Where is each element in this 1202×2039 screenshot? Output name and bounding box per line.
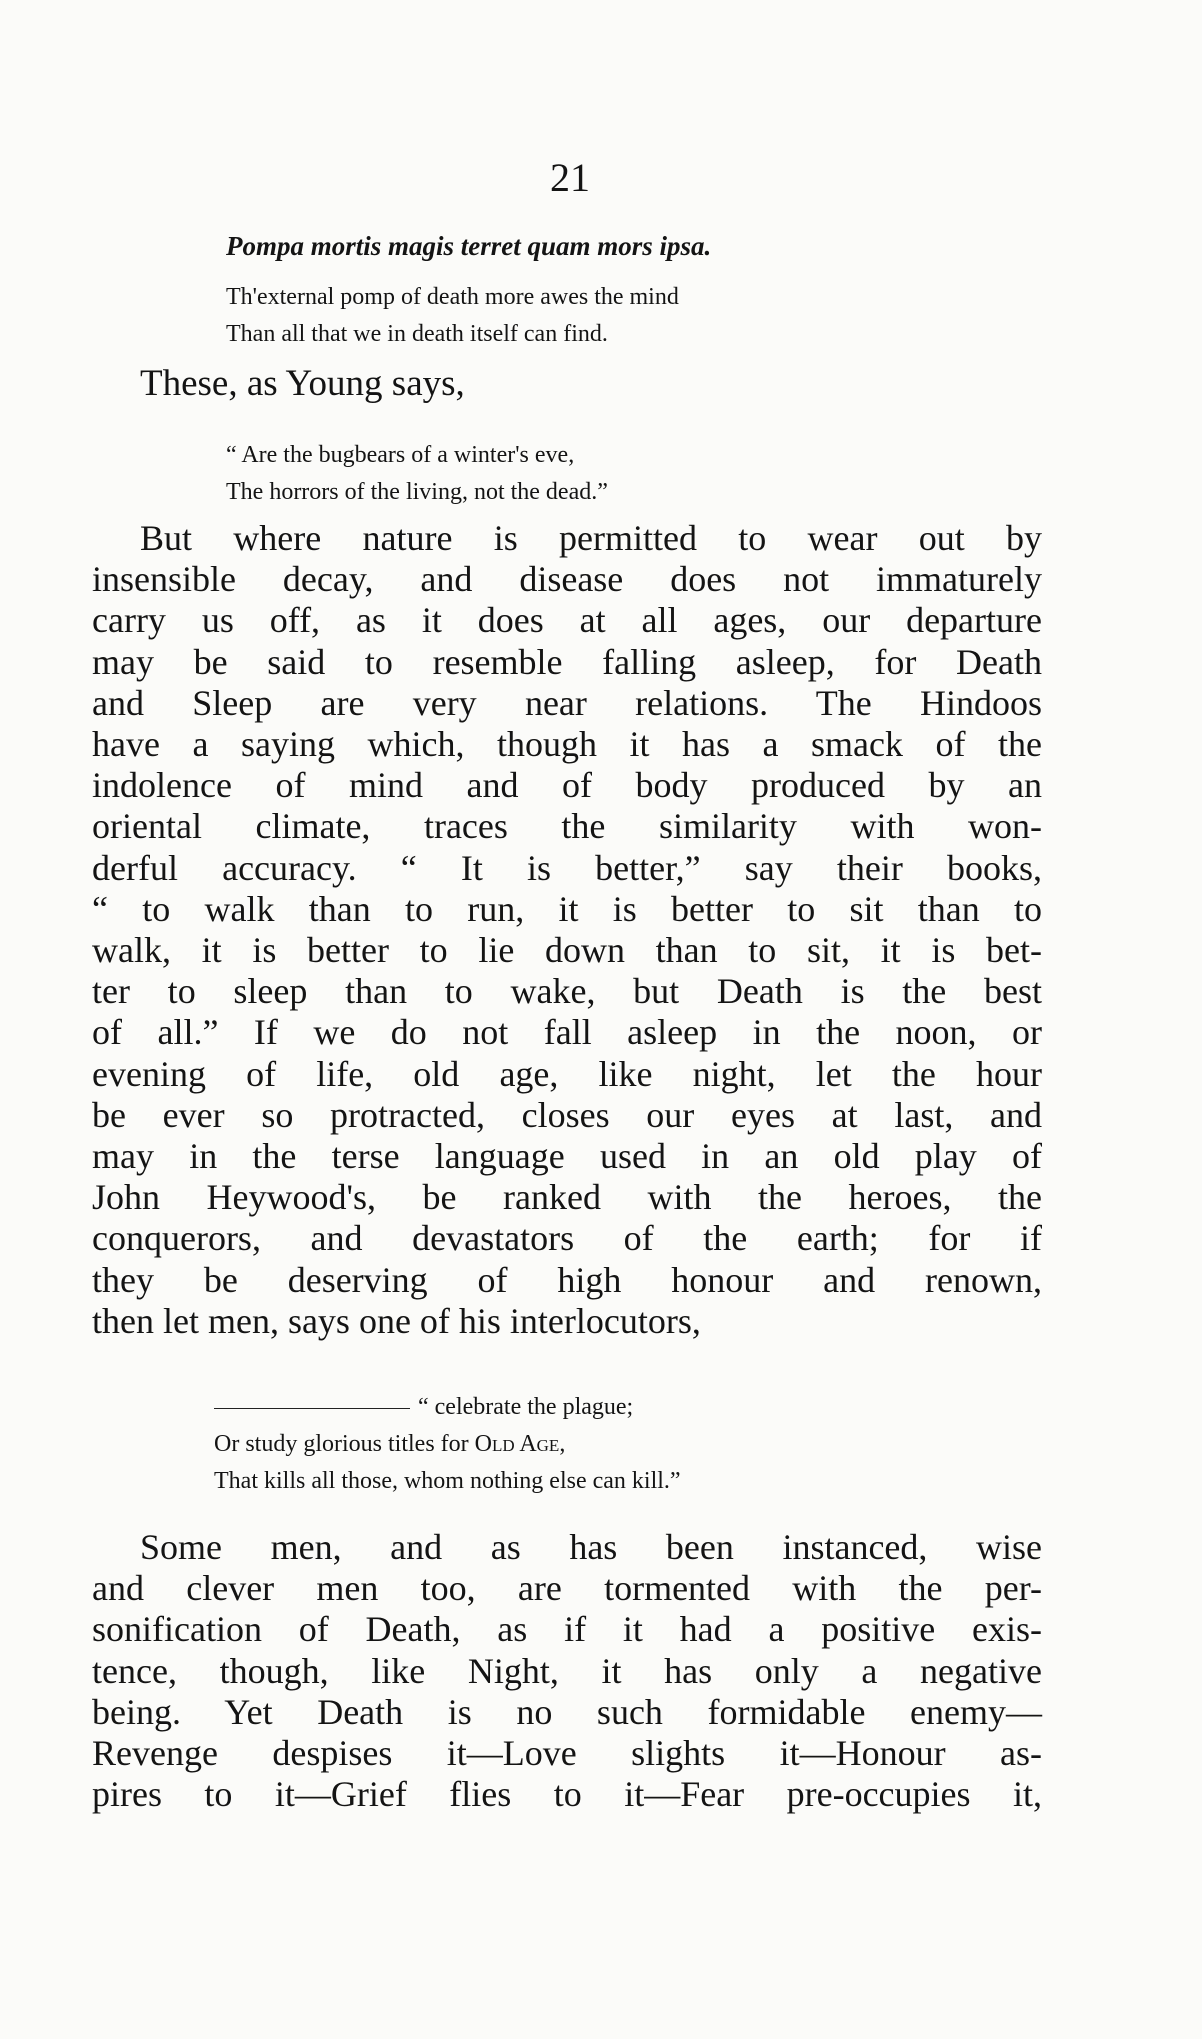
paragraph-line: and Sleep are very near relations. The Hindoos	[92, 682, 1042, 723]
paragraph-line: “ to walk than to run, it is better to sit than to	[92, 888, 1042, 929]
paragraph-line: may in the terse language used in an old play of	[92, 1136, 1042, 1177]
paragraph-line: indolence of mind and of body produced by an	[92, 765, 1042, 806]
verse-line: “ Are the bugbears of a winter's eve,	[226, 442, 575, 468]
paragraph-line: be ever so protracted, closes our eyes at last, and	[92, 1094, 1042, 1135]
body-paragraph-1	[92, 518, 1042, 1342]
paragraph-line: evening of life, old age, like night, let the hour	[92, 1053, 1042, 1094]
verse-text: “ celebrate the plague;	[418, 1394, 634, 1420]
paragraph-line: Some men, and as has been instanced, wise	[140, 1527, 1042, 1567]
em-rule	[214, 1408, 410, 1409]
verse-line	[214, 1426, 681, 1463]
paragraph-line: carry us off, as it does at all ages, our departure	[92, 600, 1042, 641]
latin-epigraph: Pompa mortis magis terret quam mors ipsa.	[226, 231, 712, 261]
verse-line: Than all that we in death itself can find.	[226, 321, 608, 347]
paragraph-line: sonification of Death, as if it had a positive exis-	[92, 1609, 1042, 1650]
paragraph-line: of all.” If we do not fall asleep in the noon, or	[92, 1012, 1042, 1053]
old-age-smallcaps: Old Age	[474, 1431, 560, 1457]
paragraph-line: then let men, says one of his interlocutors,	[92, 1300, 701, 1341]
verse-translation	[226, 279, 679, 353]
paragraph-line: pires to it—Grief flies to it—Fear pre-occupies it,	[92, 1774, 1042, 1815]
verse-text: Or study glorious titles for	[214, 1431, 475, 1457]
paragraph-line: being. Yet Death is no such formidable enemy—	[92, 1691, 1042, 1732]
paragraph-line: conquerors, and devastators of the earth; for if	[92, 1218, 1042, 1259]
paragraph-line: may be said to resemble falling asleep, for Death	[92, 641, 1042, 682]
verse-line	[214, 1389, 681, 1426]
paragraph-line: Revenge despises it—Love slights it—Honour as-	[92, 1733, 1042, 1774]
young-quote	[226, 437, 608, 511]
paragraph-line: John Heywood's, be ranked with the heroes, the	[92, 1177, 1042, 1218]
intro-line: These, as Young says,	[140, 363, 465, 404]
page-number: 21	[550, 155, 590, 200]
paragraph-line: and clever men too, are tormented with the per-	[92, 1568, 1042, 1609]
verse-line: That kills all those, whom nothing else can kill.”	[214, 1468, 681, 1494]
paragraph-line: But where nature is permitted to wear out by	[140, 518, 1042, 558]
heywood-quote	[214, 1389, 681, 1500]
paragraph-line: have a saying which, though it has a smack of the	[92, 724, 1042, 765]
verse-line: The horrors of the living, not the dead.”	[226, 479, 608, 505]
paragraph-line: derful accuracy. “ It is better,” say their books,	[92, 847, 1042, 888]
verse-text: ,	[559, 1431, 566, 1457]
paragraph-line: oriental climate, traces the similarity with won-	[92, 806, 1042, 847]
paragraph-line: walk, it is better to lie down than to sit, it is bet-	[92, 930, 1042, 971]
paragraph-line: ter to sleep than to wake, but Death is the best	[92, 971, 1042, 1012]
paragraph-line: insensible decay, and disease does not immaturely	[92, 559, 1042, 600]
body-paragraph-2	[92, 1527, 1042, 1815]
verse-line: Th'external pomp of death more awes the mind	[226, 284, 679, 310]
paragraph-line: they be deserving of high honour and renown,	[92, 1259, 1042, 1300]
paragraph-line: tence, though, like Night, it has only a negative	[92, 1650, 1042, 1691]
